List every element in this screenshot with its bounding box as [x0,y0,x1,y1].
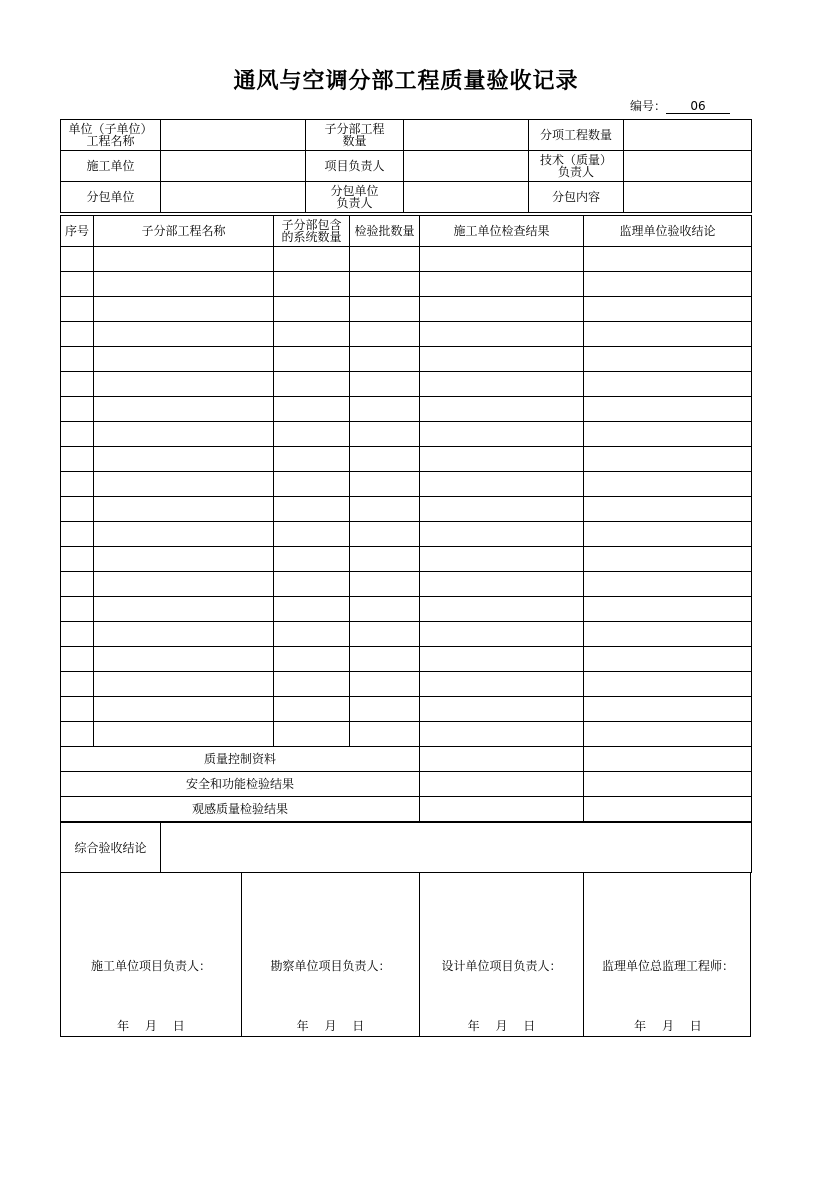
table-row [61,472,752,497]
table-cell[interactable] [584,697,752,722]
table-row [61,297,752,322]
conclusion-table [60,822,752,873]
table-cell[interactable] [350,672,420,697]
table-cell[interactable] [274,397,350,422]
table-cell[interactable] [420,297,584,322]
sub-count-label: 子分部工程 数量 [306,120,404,151]
table-cell[interactable] [350,722,420,747]
table-cell[interactable] [350,472,420,497]
table-cell[interactable] [584,422,752,447]
table-cell[interactable] [61,422,94,447]
signature-supervision-date: 年 月 日 [634,1019,702,1033]
project-lead-value[interactable] [404,151,529,182]
table-cell[interactable] [274,522,350,547]
table-cell[interactable] [94,347,274,372]
table-cell[interactable] [420,497,584,522]
table-cell[interactable] [61,297,94,322]
table-cell[interactable] [61,472,94,497]
header-seq: 序号 [61,216,94,247]
table-cell[interactable] [61,247,94,272]
table-cell[interactable] [274,647,350,672]
table-row [61,272,752,297]
page-title: 通风与空调分部工程质量验收记录 [233,69,579,94]
table-cell[interactable] [350,547,420,572]
table-cell[interactable] [350,272,420,297]
table-cell[interactable] [584,672,752,697]
table-cell[interactable] [420,347,584,372]
table-cell[interactable] [61,647,94,672]
table-cell[interactable] [420,522,584,547]
table-cell[interactable] [420,647,584,672]
quality-docs-check[interactable] [420,747,584,772]
table-cell[interactable] [274,372,350,397]
table-cell[interactable] [584,472,752,497]
quality-docs-label: 质量控制资料 [61,747,420,772]
safety-results-accept[interactable] [584,772,752,797]
serial-value[interactable]: 06 [666,99,730,114]
project-lead-label: 项目负责人 [306,151,404,182]
table-cell[interactable] [61,622,94,647]
table-cell[interactable] [420,272,584,297]
table-cell[interactable] [420,372,584,397]
sub-content-label: 分包内容 [529,182,624,213]
table-cell[interactable] [584,247,752,272]
table-cell[interactable] [584,622,752,647]
subcontractor-label: 分包单位 [61,182,161,213]
tech-lead-label: 技术（质量） 负责人 [529,151,624,182]
table-row [61,547,752,572]
table-cell[interactable] [420,572,584,597]
table-cell[interactable] [94,372,274,397]
table-row [61,422,752,447]
conclusion-label: 综合验收结论 [61,823,161,873]
table-cell[interactable] [584,597,752,622]
table-cell[interactable] [420,722,584,747]
table-cell[interactable] [274,597,350,622]
table-cell[interactable] [274,297,350,322]
table-cell[interactable] [94,297,274,322]
table-cell[interactable] [274,447,350,472]
table-cell[interactable] [350,572,420,597]
sub-count-value[interactable] [404,120,529,151]
table-row [61,622,752,647]
table-cell[interactable] [61,572,94,597]
table-cell[interactable] [274,322,350,347]
table-cell[interactable] [350,522,420,547]
table-cell[interactable] [350,397,420,422]
table-cell[interactable] [94,447,274,472]
tech-lead-value[interactable] [624,151,752,182]
sub-lead-label: 分包单位 负责人 [306,182,404,213]
table-row [61,672,752,697]
table-cell[interactable] [350,447,420,472]
construction-unit-value[interactable] [161,151,306,182]
table-cell[interactable] [274,422,350,447]
table-cell[interactable] [584,647,752,672]
table-row [61,597,752,622]
header-name: 子分部工程名称 [94,216,274,247]
safety-results-check[interactable] [420,772,584,797]
table-cell[interactable] [61,347,94,372]
table-cell[interactable] [61,547,94,572]
table-cell[interactable] [94,272,274,297]
table-cell[interactable] [61,447,94,472]
header-systems: 子分部包含 的系统数量 [274,216,350,247]
table-cell[interactable] [94,522,274,547]
table-cell[interactable] [274,347,350,372]
table-cell[interactable] [420,622,584,647]
table-cell[interactable] [94,697,274,722]
signature-construction-date: 年 月 日 [117,1019,185,1033]
unit-project-label: 单位（子单位） 工程名称 [61,120,161,151]
table-row [61,397,752,422]
table-cell[interactable] [584,497,752,522]
table-cell[interactable] [584,547,752,572]
table-cell[interactable] [61,497,94,522]
table-cell[interactable] [584,372,752,397]
table-cell[interactable] [94,572,274,597]
table-cell[interactable] [420,472,584,497]
signature-section [60,872,751,1037]
table-cell[interactable] [350,497,420,522]
appearance-results-accept[interactable] [584,797,752,822]
table-cell[interactable] [94,622,274,647]
table-cell[interactable] [584,322,752,347]
table-cell[interactable] [274,622,350,647]
table-row [61,247,752,272]
table-row [61,347,752,372]
table-cell[interactable] [94,497,274,522]
serial-number [630,97,730,114]
table-cell[interactable] [61,597,94,622]
table-cell[interactable] [61,697,94,722]
table-row [61,522,752,547]
signature-construction[interactable] [61,872,242,1036]
table-cell[interactable] [94,322,274,347]
table-cell[interactable] [350,322,420,347]
table-cell[interactable] [350,347,420,372]
table-cell[interactable] [61,672,94,697]
signature-survey[interactable] [242,872,420,1036]
unit-project-value[interactable] [161,120,306,151]
signature-construction-label: 施工单位项目负责人： [90,959,211,973]
table-row [61,322,752,347]
table-cell[interactable] [584,272,752,297]
signature-survey-date: 年 月 日 [296,1019,365,1033]
table-cell[interactable] [61,722,94,747]
table-cell[interactable] [274,572,350,597]
table-cell[interactable] [584,522,752,547]
header-accept: 监理单位验收结论 [584,216,752,247]
table-cell[interactable] [420,447,584,472]
header-check: 施工单位检查结果 [420,216,584,247]
table-cell[interactable] [584,347,752,372]
table-cell[interactable] [94,422,274,447]
conclusion-value[interactable] [161,823,752,873]
table-cell[interactable] [584,397,752,422]
signature-survey-label: 勘察单位项目负责人： [270,959,391,973]
table-cell[interactable] [584,572,752,597]
safety-results-label: 安全和功能检验结果 [61,772,420,797]
table-cell[interactable] [61,322,94,347]
table-cell[interactable] [420,397,584,422]
serial-label: 编号： [630,99,667,113]
table-cell[interactable] [420,422,584,447]
table-cell[interactable] [94,472,274,497]
table-cell[interactable] [350,647,420,672]
signature-design-date: 年 月 日 [467,1019,536,1033]
table-cell[interactable] [94,672,274,697]
table-cell[interactable] [274,547,350,572]
item-count-value[interactable] [624,120,752,151]
table-cell[interactable] [350,597,420,622]
table-cell[interactable] [420,697,584,722]
table-cell[interactable] [274,722,350,747]
table-cell[interactable] [420,597,584,622]
table-cell[interactable] [584,297,752,322]
appearance-results-label: 观感质量检验结果 [61,797,420,822]
table-cell[interactable] [350,422,420,447]
sub-lead-value[interactable] [404,182,529,213]
table-row [61,497,752,522]
table-cell[interactable] [274,697,350,722]
table-cell[interactable] [94,547,274,572]
signature-supervision-label: 监理单位总监理工程师： [601,959,734,973]
table-cell[interactable] [61,272,94,297]
table-cell[interactable] [420,672,584,697]
table-row [61,647,752,672]
subcontractor-value[interactable] [161,182,306,213]
table-cell[interactable] [61,522,94,547]
table-cell[interactable] [274,672,350,697]
table-row [61,572,752,597]
table-cell[interactable] [94,647,274,672]
table-cell[interactable] [584,722,752,747]
subdivision-table [60,215,752,822]
table-cell[interactable] [350,247,420,272]
signature-design-label: 设计单位项目负责人： [441,959,562,973]
quality-docs-accept[interactable] [584,747,752,772]
header-batch: 检验批数量 [350,216,420,247]
table-cell[interactable] [274,472,350,497]
table-cell[interactable] [94,597,274,622]
table-cell[interactable] [274,497,350,522]
table-row [61,722,752,747]
table-row [61,372,752,397]
item-count-label: 分项工程数量 [529,120,624,151]
sub-content-value[interactable] [624,182,752,213]
appearance-results-check[interactable] [420,797,584,822]
table-row [61,697,752,722]
table-cell[interactable] [350,622,420,647]
table-cell[interactable] [350,372,420,397]
table-cell[interactable] [94,722,274,747]
table-cell[interactable] [94,247,274,272]
signature-supervision[interactable] [584,872,752,1036]
table-row [61,447,752,472]
table-cell[interactable] [61,397,94,422]
info-table [60,119,752,213]
table-cell[interactable] [350,697,420,722]
table-cell[interactable] [584,447,752,472]
construction-unit-label: 施工单位 [61,151,161,182]
table-cell[interactable] [350,297,420,322]
table-cell[interactable] [420,247,584,272]
table-cell[interactable] [420,547,584,572]
table-cell[interactable] [94,397,274,422]
signature-design[interactable] [420,872,584,1036]
table-cell[interactable] [274,272,350,297]
table-cell[interactable] [61,372,94,397]
table-cell[interactable] [274,247,350,272]
table-cell[interactable] [420,322,584,347]
